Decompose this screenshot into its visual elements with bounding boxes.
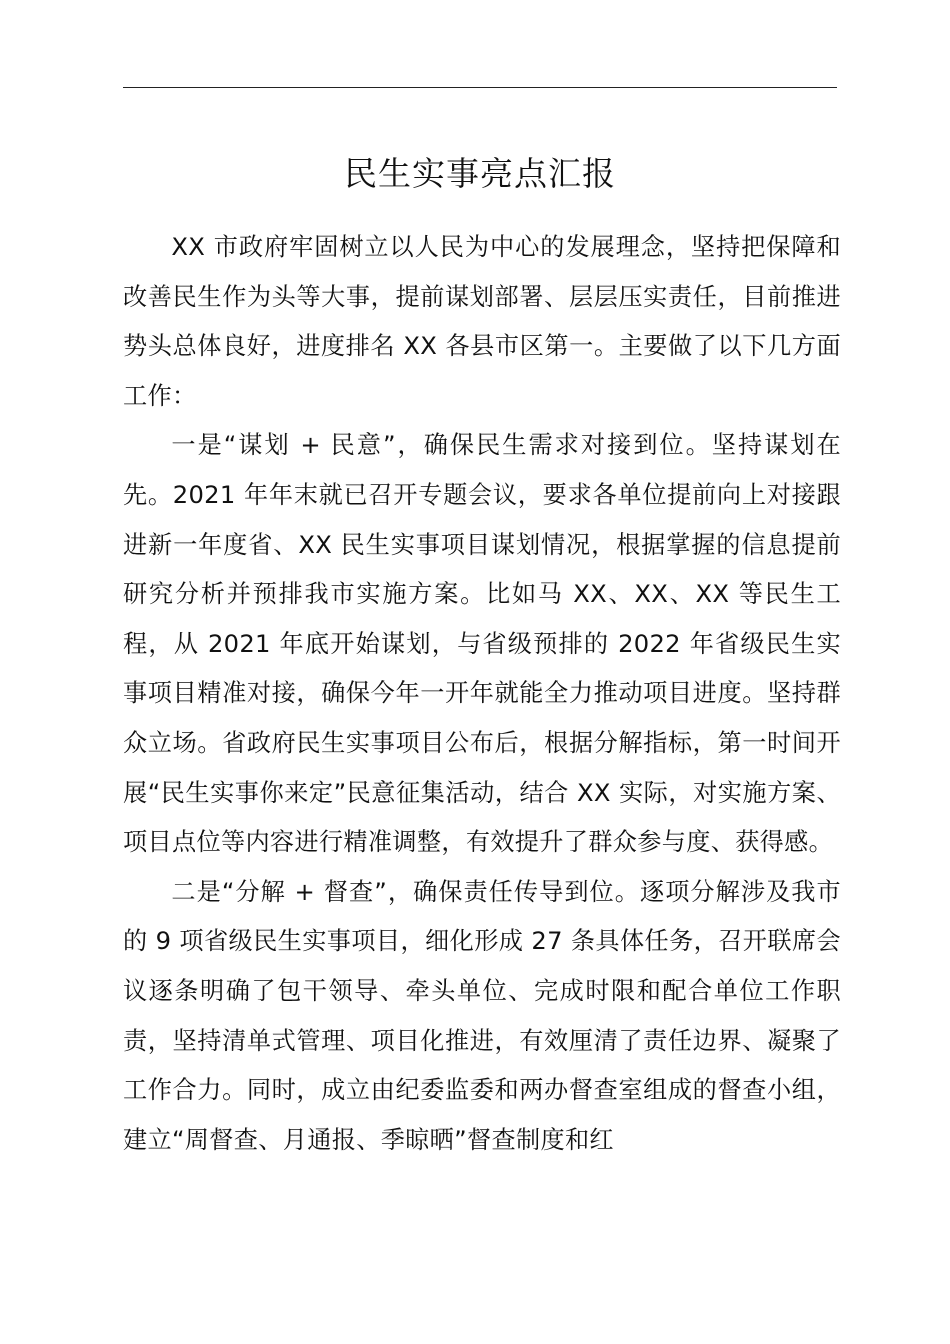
header-rule <box>123 87 837 88</box>
paragraph-planning-public-opinion: 一是“谋划 + 民意”，确保民生需求对接到位。坚持谋划在先。2021 年年末就已召开专题会议，要求各单位提前向上对接跟进新一年度省、XX 民生实事项目谋划情况，根据掌握的信息提前研究分析并预排我市实施方案。比如马 XX、XX、XX 等民生工程，从 2021 年底开始谋划，与省级预排的 2022 年省级民生实事项目精准对接，确保今年一开年就能全力推动项目进度。坚持群众立场。省政府民生实事项目公布后，根据分解指标，第一时间开展“民生实事你来定”民意征集活动，结合 XX 实际，对实施方案、项目点位等内容进行精准调整，有效提升了群众参与度、获得感。 <box>123 431 841 857</box>
paragraph-intro: XX 市政府牢固树立以人民为中心的发展理念，坚持把保障和改善民生作为头等大事，提前谋划部署、层层压实责任，目前推进势头总体良好，进度排名 XX 各县市区第一。主要做了以下几方面工作： <box>123 233 841 410</box>
document-body <box>123 223 841 1165</box>
document-title: 民生实事亮点汇报 <box>344 154 616 193</box>
paragraph-breakdown-supervision: 二是“分解 + 督查”，确保责任传导到位。逐项分解涉及我市的 9 项省级民生实事项目，细化形成 27 条具体任务，召开联席会议逐条明确了包干领导、牵头单位、完成时限和配合单位工作职责，坚持清单式管理、项目化推进，有效厘清了责任边界、凝聚了工作合力。同时，成立由纪委监委和两办督查室组成的督查小组，建立“周督查、月通报、季晾晒”督查制度和红 <box>123 877 841 1154</box>
